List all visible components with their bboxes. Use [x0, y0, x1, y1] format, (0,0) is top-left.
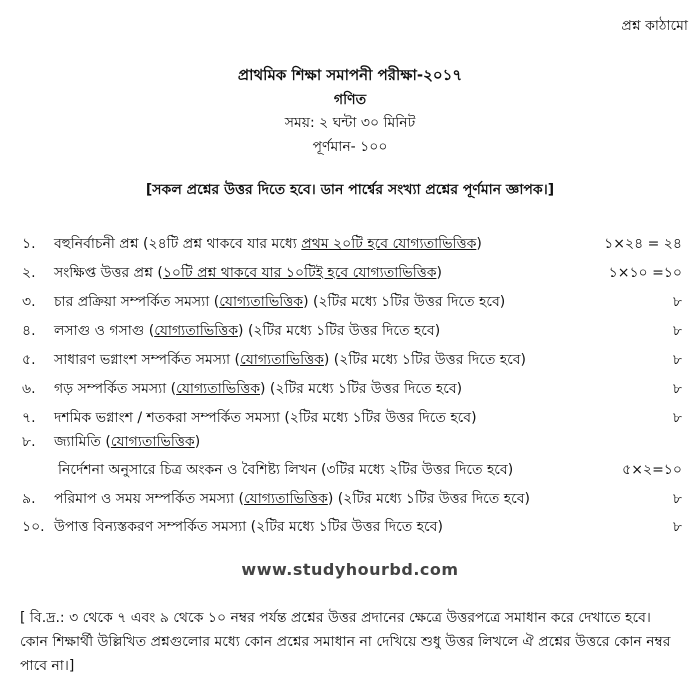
- question-text-underlined: প্রথম ২০টি হবে যোগ্যতাভিত্তিক: [301, 236, 477, 252]
- question-item: [22, 232, 682, 256]
- question-item: [22, 290, 682, 314]
- question-item: [22, 377, 682, 401]
- question-number: ১০.: [22, 519, 45, 535]
- question-text: সাধারণ ভগ্নাংশ সম্পর্কিত সমস্যা (: [54, 352, 241, 368]
- question-number: ১.: [22, 236, 36, 252]
- question-item: [22, 515, 682, 539]
- question-description: [54, 232, 482, 256]
- question-text-suffix: ) (২টির মধ্যে ১টির উত্তর দিতে হবে): [323, 352, 527, 368]
- question-marks: ১×২৪ = ২৪: [604, 236, 682, 252]
- question-description: [54, 430, 200, 454]
- question-item: [22, 487, 682, 511]
- question-structure-label: প্রশ্ন কাঠামো: [621, 18, 688, 34]
- watermark: www.studyhourbd.com: [241, 560, 459, 579]
- question-number: ৮.: [22, 434, 36, 450]
- instruction: [সকল প্রশ্নের উত্তর দিতে হবে। ডান পার্শ্বের সংখ্যা প্রশ্নের পূর্ণমান জ্ঞাপক।]: [145, 182, 555, 198]
- footnote: [ বি.দ্র.: ৩ থেকে ৭ এবং ৯ থেকে ১০ নম্বর পর্যন্ত প্রশ্নের উত্তর প্রদানের ক্ষেত্রে উত্তরপত্রে সমাধান করে দেখাতে হবে। কোন শিক্ষার্থী উল্লিখিত প্রশ্নগুলোর মধ্যে কোন প্রশ্নের সমাধান না দেখিয়ে শুধু উত্তর লিখলে ঐ প্রশ্নের উত্তরে কোন নম্বর পাবে না।]: [20, 610, 671, 674]
- question-text-suffix: ) (২টির মধ্যে ১টির উত্তর দিতে হবে): [327, 491, 530, 507]
- question-text-suffix: ) (২টির মধ্যে ১টির উত্তর দিতে হবে): [303, 294, 506, 310]
- question-text-underlined: ১০টি প্রশ্ন থাকবে যার ১০টিই হবে যোগ্যতাভিত্তিক: [162, 265, 437, 281]
- question-number: ৭.: [22, 410, 36, 426]
- question-description: [54, 406, 477, 430]
- question-text-suffix: ) (২টির মধ্যে ১টির উত্তর দিতে হবে): [238, 323, 441, 339]
- question-description: [54, 319, 440, 343]
- question-text-underlined: যোগ্যতাভিত্তিক: [244, 491, 328, 507]
- question-text: পরিমাপ ও সময় সম্পর্কিত সমস্যা (: [54, 491, 244, 507]
- question-number: ৩.: [22, 294, 36, 310]
- full-marks: পূর্ণমান- ১০০: [312, 139, 388, 155]
- question-text: চার প্রক্রিয়া সম্পর্কিত সমস্যা (: [54, 294, 220, 310]
- question-text-underlined: যোগ্যতাভিত্তিক: [219, 294, 304, 310]
- question-marks: ৮: [672, 410, 682, 426]
- question-number: ২.: [22, 265, 36, 281]
- question-item: [22, 406, 682, 430]
- question-text-suffix: ): [436, 265, 442, 281]
- question-text: দশমিক ভগ্নাংশ / শতকরা সম্পর্কিত সমস্যা (২টির মধ্যে ১টির উত্তর দিতে হবে): [54, 410, 477, 426]
- geometry-sub-marks: ৫×২=১০: [622, 462, 682, 478]
- question-description: [54, 290, 505, 314]
- question-marks: ৮: [672, 381, 682, 397]
- question-description: [54, 487, 530, 511]
- question-text-suffix: ): [476, 236, 482, 252]
- question-text: গড় সম্পর্কিত সমস্যা (: [54, 381, 177, 397]
- question-item: [22, 261, 682, 285]
- question-marks: ৮: [672, 352, 682, 368]
- question-marks: ৮: [672, 491, 682, 507]
- question-marks: ১×১০ =১০: [608, 265, 682, 281]
- question-number: ৬.: [22, 381, 36, 397]
- question-text: উপাত্ত বিন্যস্তকরণ সম্পর্কিত সমস্যা (২টির মধ্যে ১টির উত্তর দিতে হবে): [54, 519, 443, 535]
- question-marks: ৮: [672, 519, 682, 535]
- question-description: [54, 348, 526, 372]
- question-item: [22, 319, 682, 343]
- question-description: [54, 377, 462, 401]
- question-text-underlined: যোগ্যতাভিত্তিক: [110, 434, 195, 450]
- question-text-underlined: যোগ্যতাভিত্তিক: [154, 323, 239, 339]
- question-text: লসাগু ও গসাগু (: [54, 323, 155, 339]
- geometry-sub-text: নির্দেশনা অনুসারে চিত্র অংকন ও বৈশিষ্ট্য লিখন (৩টির মধ্যে ২টির উত্তর দিতে হবে): [58, 462, 514, 478]
- question-marks: ৮: [672, 323, 682, 339]
- question-item: [22, 348, 682, 372]
- question-description: [54, 515, 443, 539]
- question-item: [22, 430, 682, 454]
- question-number: ৯.: [22, 491, 36, 507]
- subject-title: গণিত: [333, 92, 367, 108]
- question-marks: ৮: [672, 294, 682, 310]
- question-number: ৫.: [22, 352, 36, 368]
- exam-title: প্রাথমিক শিক্ষা সমাপনী পরীক্ষা-২০১৭: [237, 66, 463, 84]
- question-text-underlined: যোগ্যতাভিত্তিক: [176, 381, 261, 397]
- question-number: ৪.: [22, 323, 36, 339]
- question-text: সংক্ষিপ্ত উত্তর প্রশ্ন (: [54, 265, 163, 281]
- question-text-suffix: ) (২টির মধ্যে ১টির উত্তর দিতে হবে): [260, 381, 463, 397]
- exam-duration: সময়: ২ ঘন্টা ৩০ মিনিট: [284, 115, 416, 131]
- question-text-underlined: যোগ্যতাভিত্তিক: [240, 352, 324, 368]
- question-text: বহুনির্বাচনী প্রশ্ন (২৪টি প্রশ্ন থাকবে যার মধ্যে: [54, 236, 302, 252]
- question-text: জ্যামিতি (: [54, 434, 111, 450]
- question-description: [54, 261, 442, 285]
- question-text-suffix: ): [194, 434, 201, 450]
